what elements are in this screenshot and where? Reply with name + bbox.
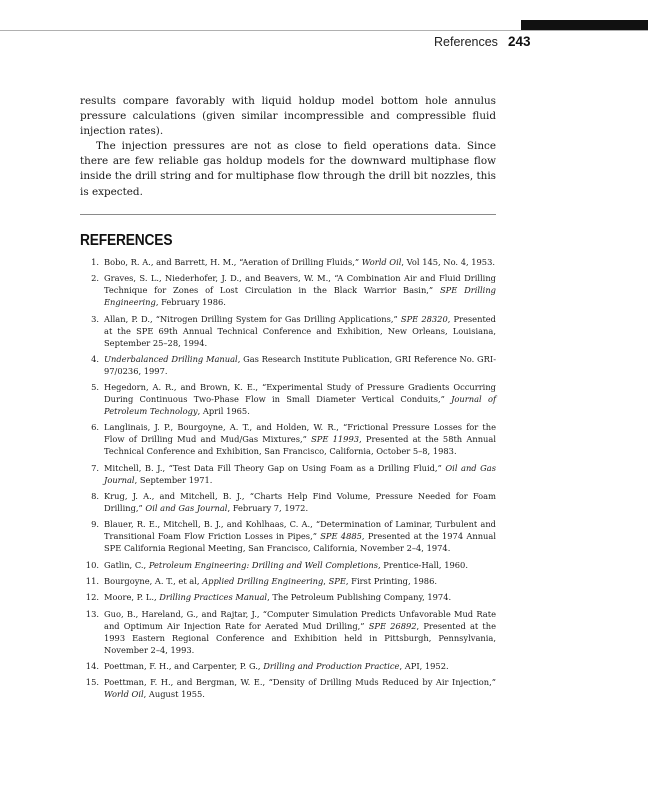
running-header-title: References	[434, 35, 498, 49]
reference-text: Blauer, R. E., Mitchell, B. J., and Kohlhaas, C. A., “Determination of Laminar, Turbulent and Transitional Foam Flow Friction Losses in Pipes,”	[104, 519, 496, 542]
reference-text: Bobo, R. A., and Barrett, H. M., “Aeration of Drilling Fluids,”	[104, 257, 362, 267]
reference-number: 1.	[91, 257, 99, 267]
reference-source: Journal of Petroleum Technology	[104, 394, 497, 417]
reference-source: Oil and Gas Journal	[104, 462, 496, 485]
section-divider	[80, 214, 496, 215]
reference-item	[80, 608, 496, 656]
reference-number: 11.	[85, 575, 99, 586]
reference-number: 9.	[91, 519, 99, 530]
reference-text: Poettman, F. H., and Carpenter, P. G.,	[104, 660, 264, 671]
reference-text: , The Petroleum Publishing Company, 1974.	[267, 592, 452, 603]
reference-item	[80, 490, 496, 514]
reference-text: , Presented at the 1993 Eastern Regional Conference and Exhibition held in Pittsburgh, Pennsylvania, November 2–4, 1993.	[104, 620, 496, 655]
reference-number: 4.	[91, 353, 99, 364]
reference-text: Langlinais, J. P., Bourgoyne, A. T., and Holden, W. R., “Frictional Pressure Losses for the Flow of Drilling Mud and Mud/Gas Mixtures,”	[104, 422, 496, 445]
reference-number: 13.	[85, 608, 99, 619]
reference-item	[80, 591, 496, 603]
reference-number: 6.	[91, 422, 99, 433]
reference-text: , February 1986.	[155, 297, 226, 308]
reference-source: SPE 11993	[311, 434, 359, 445]
reference-number: 2.	[91, 273, 99, 284]
header-rule	[0, 30, 648, 31]
reference-source: SPE 26892	[368, 620, 417, 631]
reference-number: 7.	[91, 462, 99, 473]
references-heading: REFERENCES	[80, 232, 173, 249]
reference-source: SPE Drilling Engineering	[104, 285, 496, 308]
reference-text: , September 1971.	[134, 474, 213, 485]
reference-text: , August 1955.	[143, 689, 205, 700]
reference-text: , Vol 145, No. 4, 1953.	[401, 257, 495, 267]
reference-item	[80, 381, 496, 417]
reference-number: 15.	[85, 677, 99, 688]
reference-text: , Presented at the SPE 69th Annual Technical Conference and Exhibition, New Orleans, Louisiana, September 25–28, 1994.	[104, 313, 496, 348]
reference-number: 8.	[91, 491, 99, 502]
reference-number: 12.	[85, 592, 99, 603]
reference-text: , February 7, 1972.	[227, 503, 309, 514]
reference-item	[80, 353, 496, 377]
reference-text: Poettman, F. H., and Bergman, W. E., “Density of Drilling Muds Reduced by Air Injection,”	[104, 677, 496, 688]
reference-text: , API, 1952.	[399, 660, 449, 671]
body-paragraph: results compare favorably with liquid holdup model bottom hole annulus pressure calculations (given similar incompressible and compressible fluid injection rates).	[80, 95, 496, 138]
reference-text: , Presented at the 1974 Annual SPE California Regional Meeting, San Francisco, California, November 2–4, 1974.	[104, 531, 496, 554]
reference-item	[80, 559, 496, 571]
reference-source: Applied Drilling Engineering	[202, 575, 324, 586]
reference-source: Drilling and Production Practice	[263, 660, 400, 671]
reference-text: , April 1965.	[197, 406, 250, 417]
reference-item	[80, 462, 496, 486]
reference-item	[80, 518, 496, 554]
reference-text: Hegedorn, A. R., and Brown, K. E., “Experimental Study of Pressure Gradients Occurring During Continuous Two-Phase Flow in Small Diameter Vertical Conduits,”	[104, 382, 496, 405]
reference-source: Underbalanced Drilling Manual	[104, 353, 238, 364]
body-text	[80, 94, 496, 200]
reference-text: Gatlin, C.,	[104, 559, 149, 570]
reference-number: 5.	[91, 382, 99, 393]
reference-number: 14.	[85, 660, 99, 671]
reference-item	[80, 421, 496, 457]
reference-text: , Presented at the 58th Annual Technical Conference and Exhibition, San Francisco, California, October 5–8, 1983.	[104, 434, 496, 457]
reference-source: SPE	[328, 575, 346, 586]
reference-text: ,	[323, 575, 329, 586]
header-decorative-bar	[521, 20, 648, 30]
reference-text: , First Printing, 1986.	[345, 575, 438, 586]
reference-list	[80, 256, 496, 704]
body-paragraph: The injection pressures are not as close to field operations data. Since there are few reliable gas holdup models for the downward multiphase flow inside the drill string and for multiphase flow through the drill bit nozzles, this is expected.	[80, 140, 496, 198]
reference-text: Krug, J. A., and Mitchell, B. J., “Charts Help Find Volume, Pressure Needed for Foam Drilling,”	[104, 491, 496, 514]
reference-source: SPE 28320	[400, 313, 448, 324]
reference-item	[80, 272, 496, 308]
reference-number: 10.	[85, 559, 99, 570]
reference-text: Guo, B., Hareland, G., and Rajtar, J., “Computer Simulation Predicts Unfavorable Mud Rate and Optimum Air Injection Rate for Aerated Mud Drilling,”	[104, 608, 496, 631]
reference-source: SPE 4885	[320, 531, 362, 542]
reference-text: , Prentice-Hall, 1960.	[378, 559, 468, 570]
reference-item	[80, 256, 496, 268]
reference-number: 3.	[91, 313, 99, 324]
reference-text: , Gas Research Institute Publication, GRI Reference No. GRI-97/0236, 1997.	[104, 353, 496, 376]
reference-text: Mitchell, B. J., “Test Data Fill Theory Gap on Using Foam as a Drilling Fluid,”	[104, 462, 446, 473]
reference-source: World Oil	[361, 257, 402, 267]
reference-text: Moore, P. L.,	[104, 592, 160, 603]
reference-item	[80, 660, 496, 672]
reference-text: Bourgoyne, A. T., et al,	[104, 575, 203, 586]
reference-source: Petroleum Engineering: Drilling and Well Completions	[148, 559, 379, 570]
reference-source: Oil and Gas Journal	[145, 503, 228, 514]
page-number: 243	[508, 34, 531, 49]
reference-text: Graves, S. L., Niederhofer, J. D., and Beavers, W. M., “A Combination Air and Fluid Drilling Technique for Zones of Lost Circulation in the Black Warrior Basin,”	[104, 273, 496, 296]
reference-source: World Oil	[104, 689, 144, 700]
reference-source: Drilling Practices Manual	[159, 592, 268, 603]
reference-text: Allan, P. D., “Nitrogen Drilling System for Gas Drilling Applications,”	[104, 313, 401, 324]
reference-item	[80, 313, 496, 349]
reference-item	[80, 676, 496, 700]
reference-item	[80, 575, 496, 587]
